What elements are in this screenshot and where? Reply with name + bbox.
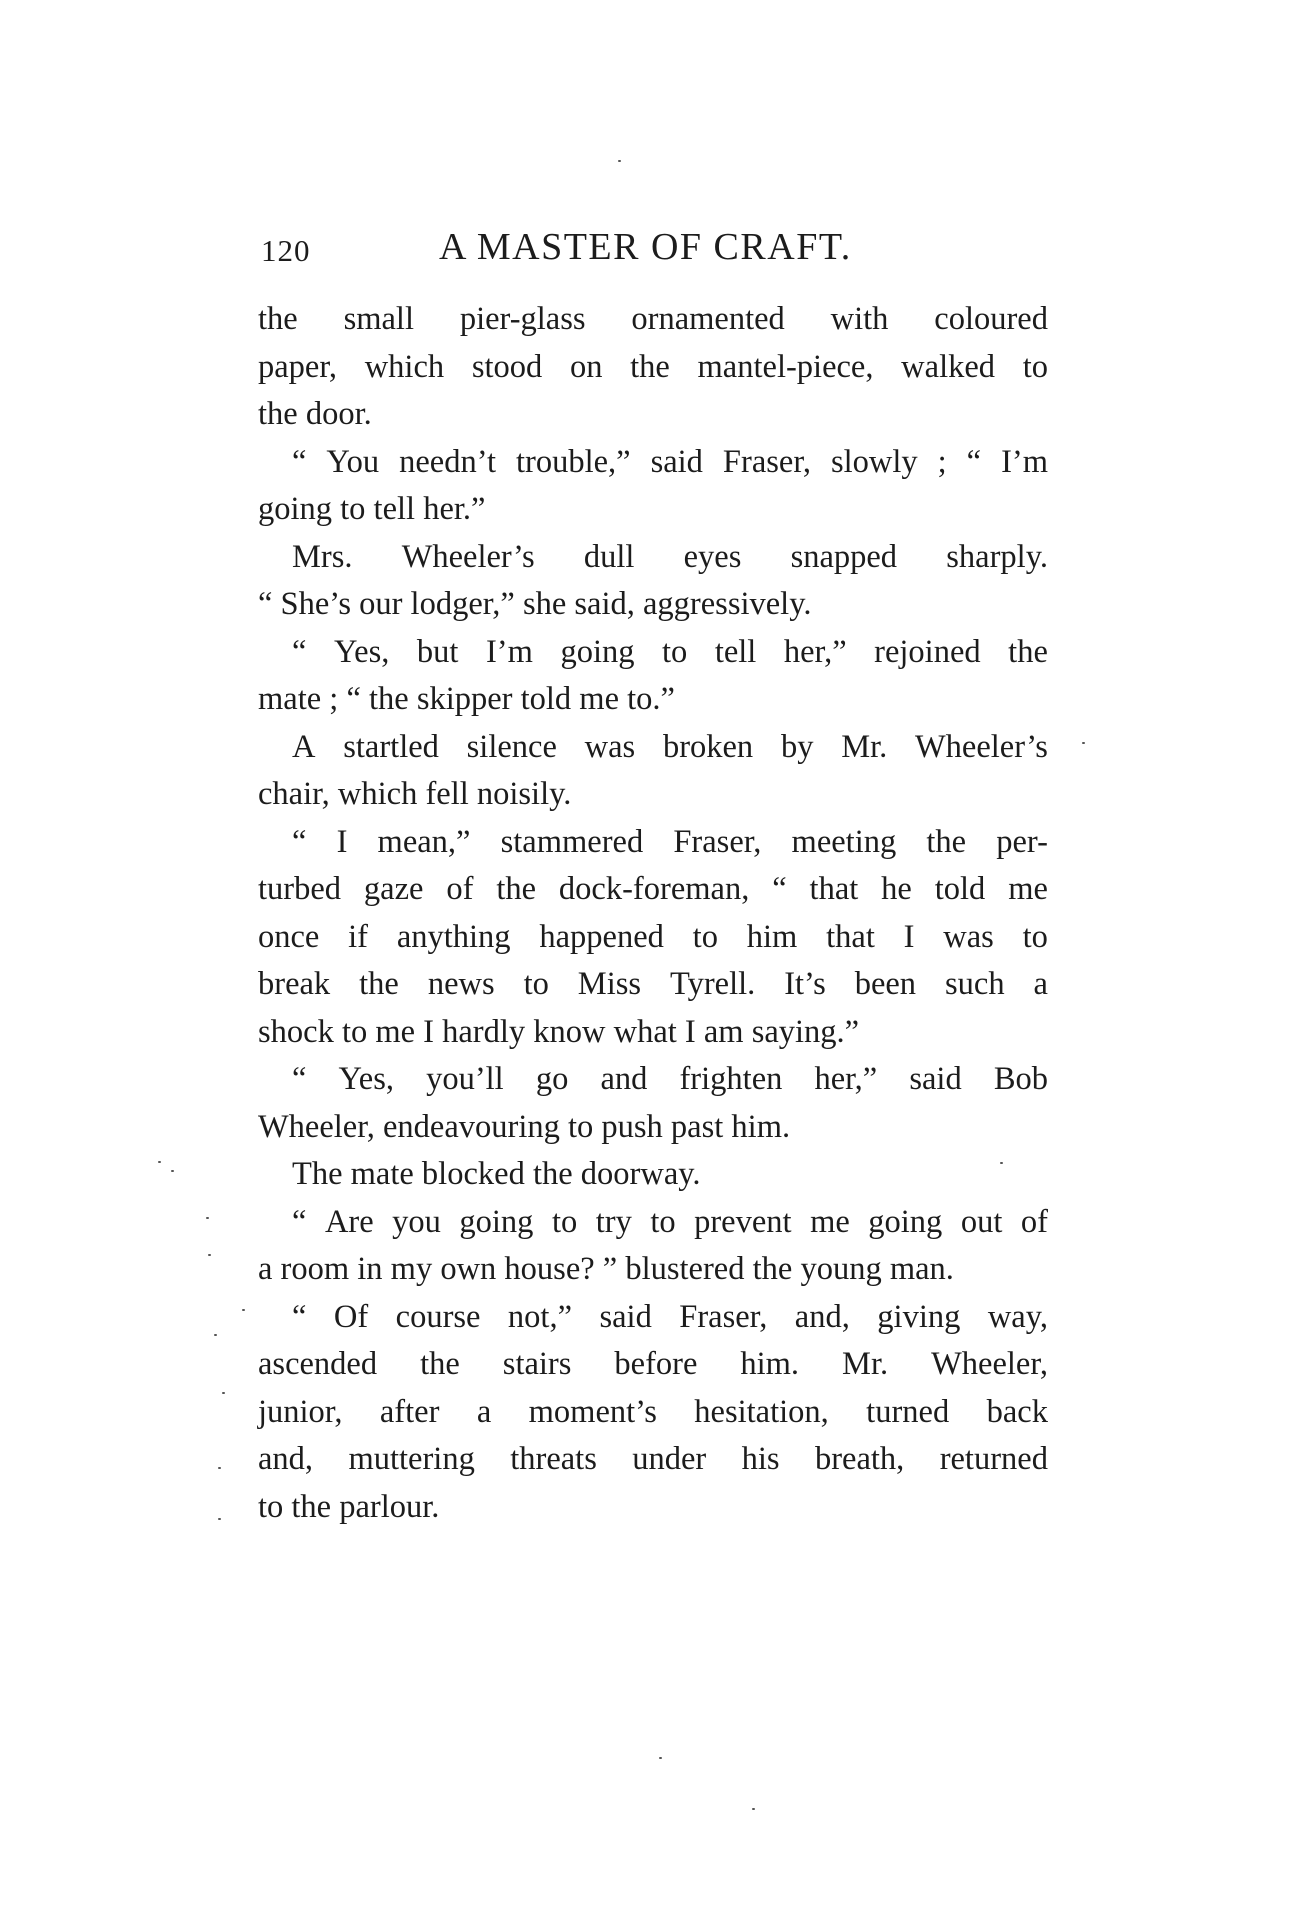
- text-line: to the parlour.: [258, 1488, 440, 1525]
- scan-speck: [218, 1518, 221, 1520]
- text-line: and, muttering threats under his breath, returned: [258, 1441, 1048, 1477]
- text-line: “ Yes, you’ll go and frighten her,” said Bob: [292, 1061, 1048, 1097]
- text-line: turbed gaze of the dock-foreman, “ that he told me: [258, 871, 1048, 907]
- scan-speck: [618, 160, 621, 162]
- text-line: “ Yes, but I’m going to tell her,” rejoined the: [292, 633, 1048, 670]
- scan-speck: [752, 1808, 755, 1810]
- scan-speck: [214, 1334, 217, 1336]
- text-line: Mrs. Wheeler’s dull eyes snapped sharply.: [292, 538, 1048, 575]
- scan-speck: [1082, 742, 1085, 744]
- text-line: once if anything happened to him that I was to: [258, 918, 1048, 955]
- text-line: “ I mean,” stammered Fraser, meeting the per-: [292, 823, 1048, 860]
- scan-speck: [659, 1757, 662, 1759]
- text-line: mate ; “ the skipper told me to.”: [258, 681, 675, 717]
- scan-speck: [218, 1467, 221, 1469]
- scan-speck: [171, 1170, 174, 1172]
- scan-speck: [242, 1309, 245, 1311]
- text-line: break the news to Miss Tyrell. It’s been such a: [258, 966, 1048, 1002]
- page-header: [261, 225, 1046, 275]
- text-line: the small pier-glass ornamented with coloured: [258, 301, 1048, 337]
- scan-speck: [158, 1161, 161, 1163]
- text-line: the door.: [258, 396, 372, 432]
- text-line: a room in my own house? ” blustered the young man.: [258, 1251, 954, 1287]
- scan-speck: [206, 1217, 209, 1219]
- text-line: “ Are you going to try to prevent me going out of: [292, 1203, 1048, 1240]
- text-line: ascended the stairs before him. Mr. Wheeler,: [258, 1346, 1048, 1382]
- running-title: A MASTER OF CRAFT.: [439, 226, 852, 268]
- text-line: chair, which fell noisily.: [258, 776, 572, 812]
- text-line: junior, after a moment’s hesitation, turned back: [258, 1393, 1048, 1430]
- text-line: “ She’s our lodger,” she said, aggressively.: [258, 586, 812, 622]
- body-text: [258, 296, 1048, 1531]
- text-line: paper, which stood on the mantel-piece, walked to: [258, 348, 1048, 385]
- text-line: shock to me I hardly know what I am saying.”: [258, 1013, 860, 1050]
- text-line: Wheeler, endeavouring to push past him.: [258, 1108, 791, 1145]
- page-number: 120: [261, 233, 311, 268]
- scan-speck: [208, 1254, 211, 1256]
- text-line: “ You needn’t trouble,” said Fraser, slowly ; “ I’m: [292, 443, 1048, 480]
- text-line: “ Of course not,” said Fraser, and, giving way,: [292, 1298, 1048, 1335]
- text-line: A startled silence was broken by Mr. Wheeler’s: [292, 728, 1048, 765]
- scan-speck: [1000, 1162, 1003, 1164]
- text-line: The mate blocked the doorway.: [292, 1156, 701, 1192]
- text-line: going to tell her.”: [258, 491, 486, 527]
- scan-speck: [222, 1392, 225, 1394]
